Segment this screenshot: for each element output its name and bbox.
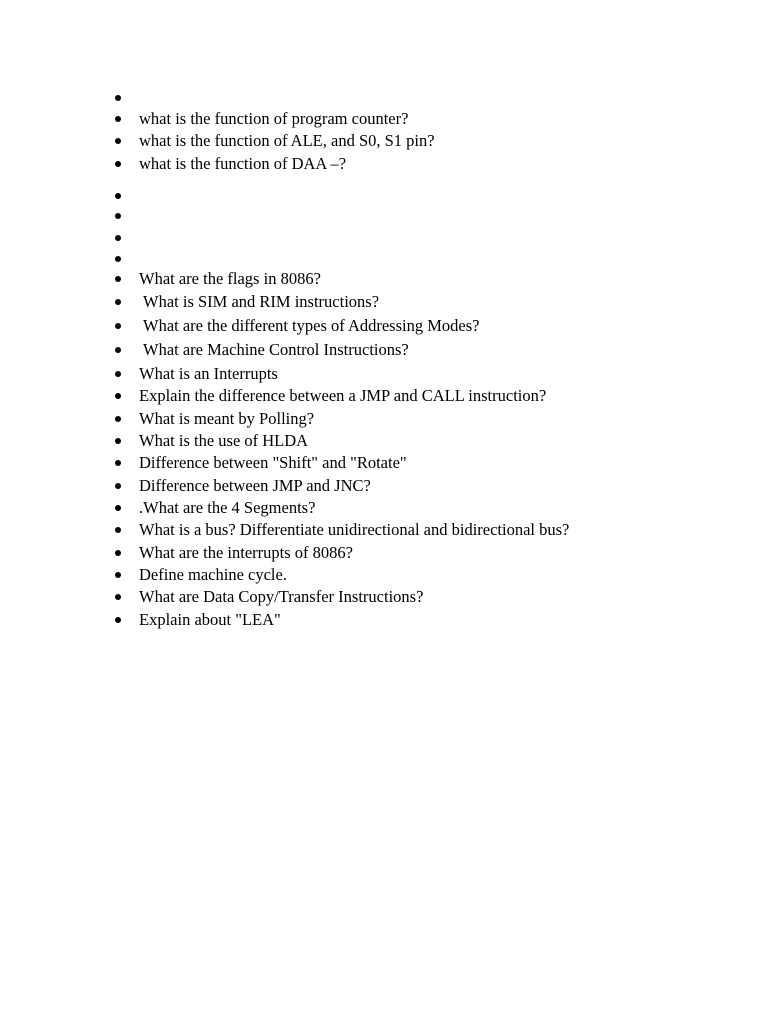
list-item xyxy=(0,408,700,430)
bullet-icon xyxy=(115,572,121,578)
question-text: what is the function of ALE, and S0, S1 pin? xyxy=(139,131,435,150)
bullet-icon xyxy=(115,299,121,305)
list-item xyxy=(0,430,700,452)
list-item xyxy=(0,542,700,564)
bullet-icon xyxy=(115,371,121,377)
bullet-icon xyxy=(115,193,121,199)
bullet-icon xyxy=(115,505,121,511)
question-text: what is the function of DAA –? xyxy=(139,154,347,173)
bullet-icon xyxy=(115,256,121,262)
question-text: What is the use of HLDA xyxy=(139,431,309,450)
bullet-icon xyxy=(115,95,121,101)
question-text: Explain about "LEA" xyxy=(139,610,281,629)
list-item xyxy=(0,227,700,249)
bullet-icon xyxy=(115,161,121,167)
bullet-icon xyxy=(115,323,121,329)
question-text: What are Data Copy/Transfer Instructions? xyxy=(139,587,424,606)
question-text: What are the flags in 8086? xyxy=(139,269,321,288)
bullet-icon xyxy=(115,460,121,466)
list-item xyxy=(0,291,700,313)
question-text: What is a bus? Differentiate unidirectional and bidirectional bus? xyxy=(139,520,570,539)
list-item xyxy=(0,153,700,175)
bullet-icon xyxy=(115,235,121,241)
list-item xyxy=(0,452,700,474)
bullet-icon xyxy=(115,393,121,399)
bullet-icon xyxy=(115,550,121,556)
bullet-icon xyxy=(115,416,121,422)
list-item xyxy=(0,315,700,337)
question-text: What are the different types of Addressing Modes? xyxy=(143,316,480,335)
list-item xyxy=(0,564,700,586)
question-text: what is the function of program counter? xyxy=(139,109,409,128)
bullet-icon xyxy=(115,617,121,623)
list-item xyxy=(0,385,700,407)
question-text: What is meant by Polling? xyxy=(139,409,315,428)
list-item xyxy=(0,205,700,227)
question-text: Difference between JMP and JNC? xyxy=(139,476,371,495)
question-text: .What are the 4 Segments? xyxy=(139,498,316,517)
bullet-icon xyxy=(115,116,121,122)
list-item xyxy=(0,87,700,109)
list-item xyxy=(0,586,700,608)
question-text: What are Machine Control Instructions? xyxy=(143,340,409,359)
bullet-icon xyxy=(115,594,121,600)
list-item xyxy=(0,185,700,207)
question-text: What is an Interrupts xyxy=(139,364,278,383)
list-item xyxy=(0,339,700,361)
bullet-icon xyxy=(115,483,121,489)
bullet-icon xyxy=(115,213,121,219)
bullet-icon xyxy=(115,276,121,282)
list-item xyxy=(0,248,700,270)
list-item xyxy=(0,609,700,631)
list-item xyxy=(0,475,700,497)
list-item xyxy=(0,519,700,541)
bullet-icon xyxy=(115,347,121,353)
list-item xyxy=(0,497,700,519)
question-text: Difference between "Shift" and "Rotate" xyxy=(139,453,407,472)
question-text: What are the interrupts of 8086? xyxy=(139,543,353,562)
list-item xyxy=(0,130,700,152)
list-item xyxy=(0,268,700,290)
question-text: Define machine cycle. xyxy=(139,565,287,584)
bullet-icon xyxy=(115,527,121,533)
question-text: Explain the difference between a JMP and CALL instruction? xyxy=(139,386,547,405)
list-item xyxy=(0,108,700,130)
question-text: What is SIM and RIM instructions? xyxy=(143,292,380,311)
list-item xyxy=(0,363,700,385)
bullet-icon xyxy=(115,438,121,444)
bullet-icon xyxy=(115,138,121,144)
